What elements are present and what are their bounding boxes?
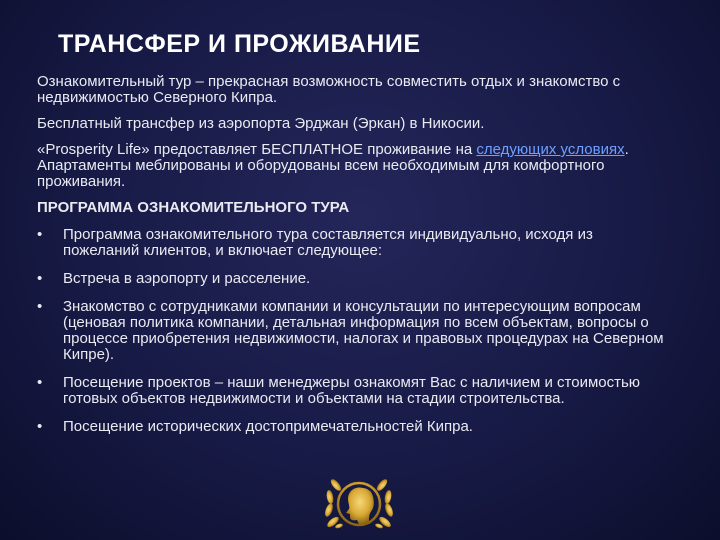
transfer-paragraph: Бесплатный трансфер из аэропорта Эрджан (Эркан) в Никосии. [37, 115, 485, 132]
program-item [37, 375, 667, 407]
program-item [37, 227, 667, 259]
program-item [37, 271, 667, 287]
program-item-text: Программа ознакомительного тура составляется индивидуально, исходя из пожеланий клиентов, и включает следующее: [63, 226, 593, 259]
program-item-text: Знакомство с сотрудниками компании и консультации по интересующим вопросам (ценовая политика компании, детальная информация по всем объектам, вопросы о процессе приобретения недвижимости, налогах и правовых процедурах на Северном Кипре). [63, 298, 664, 363]
accommodation-paragraph [37, 142, 667, 190]
program-item [37, 299, 667, 363]
program-item [37, 419, 667, 435]
program-item-text: Встреча в аэропорту и расселение. [63, 270, 311, 287]
accommodation-text-start: «Prosperity Life» предоставляет БЕСПЛАТНОЕ проживание на [37, 141, 477, 158]
bullet-icon: • [37, 270, 43, 287]
program-list [37, 227, 667, 435]
program-item-text: Посещение проектов – наши менеджеры ознакомят Вас с наличием и стоимостью готовых объектов недвижимости и объектами на стадии строительства. [63, 374, 641, 407]
bullet-icon: • [37, 226, 43, 243]
program-item-text: Посещение исторических достопримечательностей Кипра. [63, 418, 473, 435]
slide-title: ТРАНСФЕР И ПРОЖИВАНИЕ [58, 30, 421, 58]
bullet-icon: • [37, 418, 43, 435]
intro-paragraph: Ознакомительный тур – прекрасная возможность совместить отдых и знакомство с недвижимостью Северного Кипра. [37, 73, 621, 106]
laurel-wreath-profile-icon [319, 464, 399, 540]
bullet-icon: • [37, 374, 43, 391]
slide-content [37, 74, 667, 447]
conditions-link[interactable]: следующих условиях [476, 141, 625, 158]
program-heading: ПРОГРАММА ОЗНАКОМИТЕЛЬНОГО ТУРА [37, 199, 350, 216]
bullet-icon: • [37, 298, 43, 315]
accommodation-text-end: . Апартаменты меблированы и оборудованы всем необходимым для комфортного проживания. [37, 141, 629, 190]
